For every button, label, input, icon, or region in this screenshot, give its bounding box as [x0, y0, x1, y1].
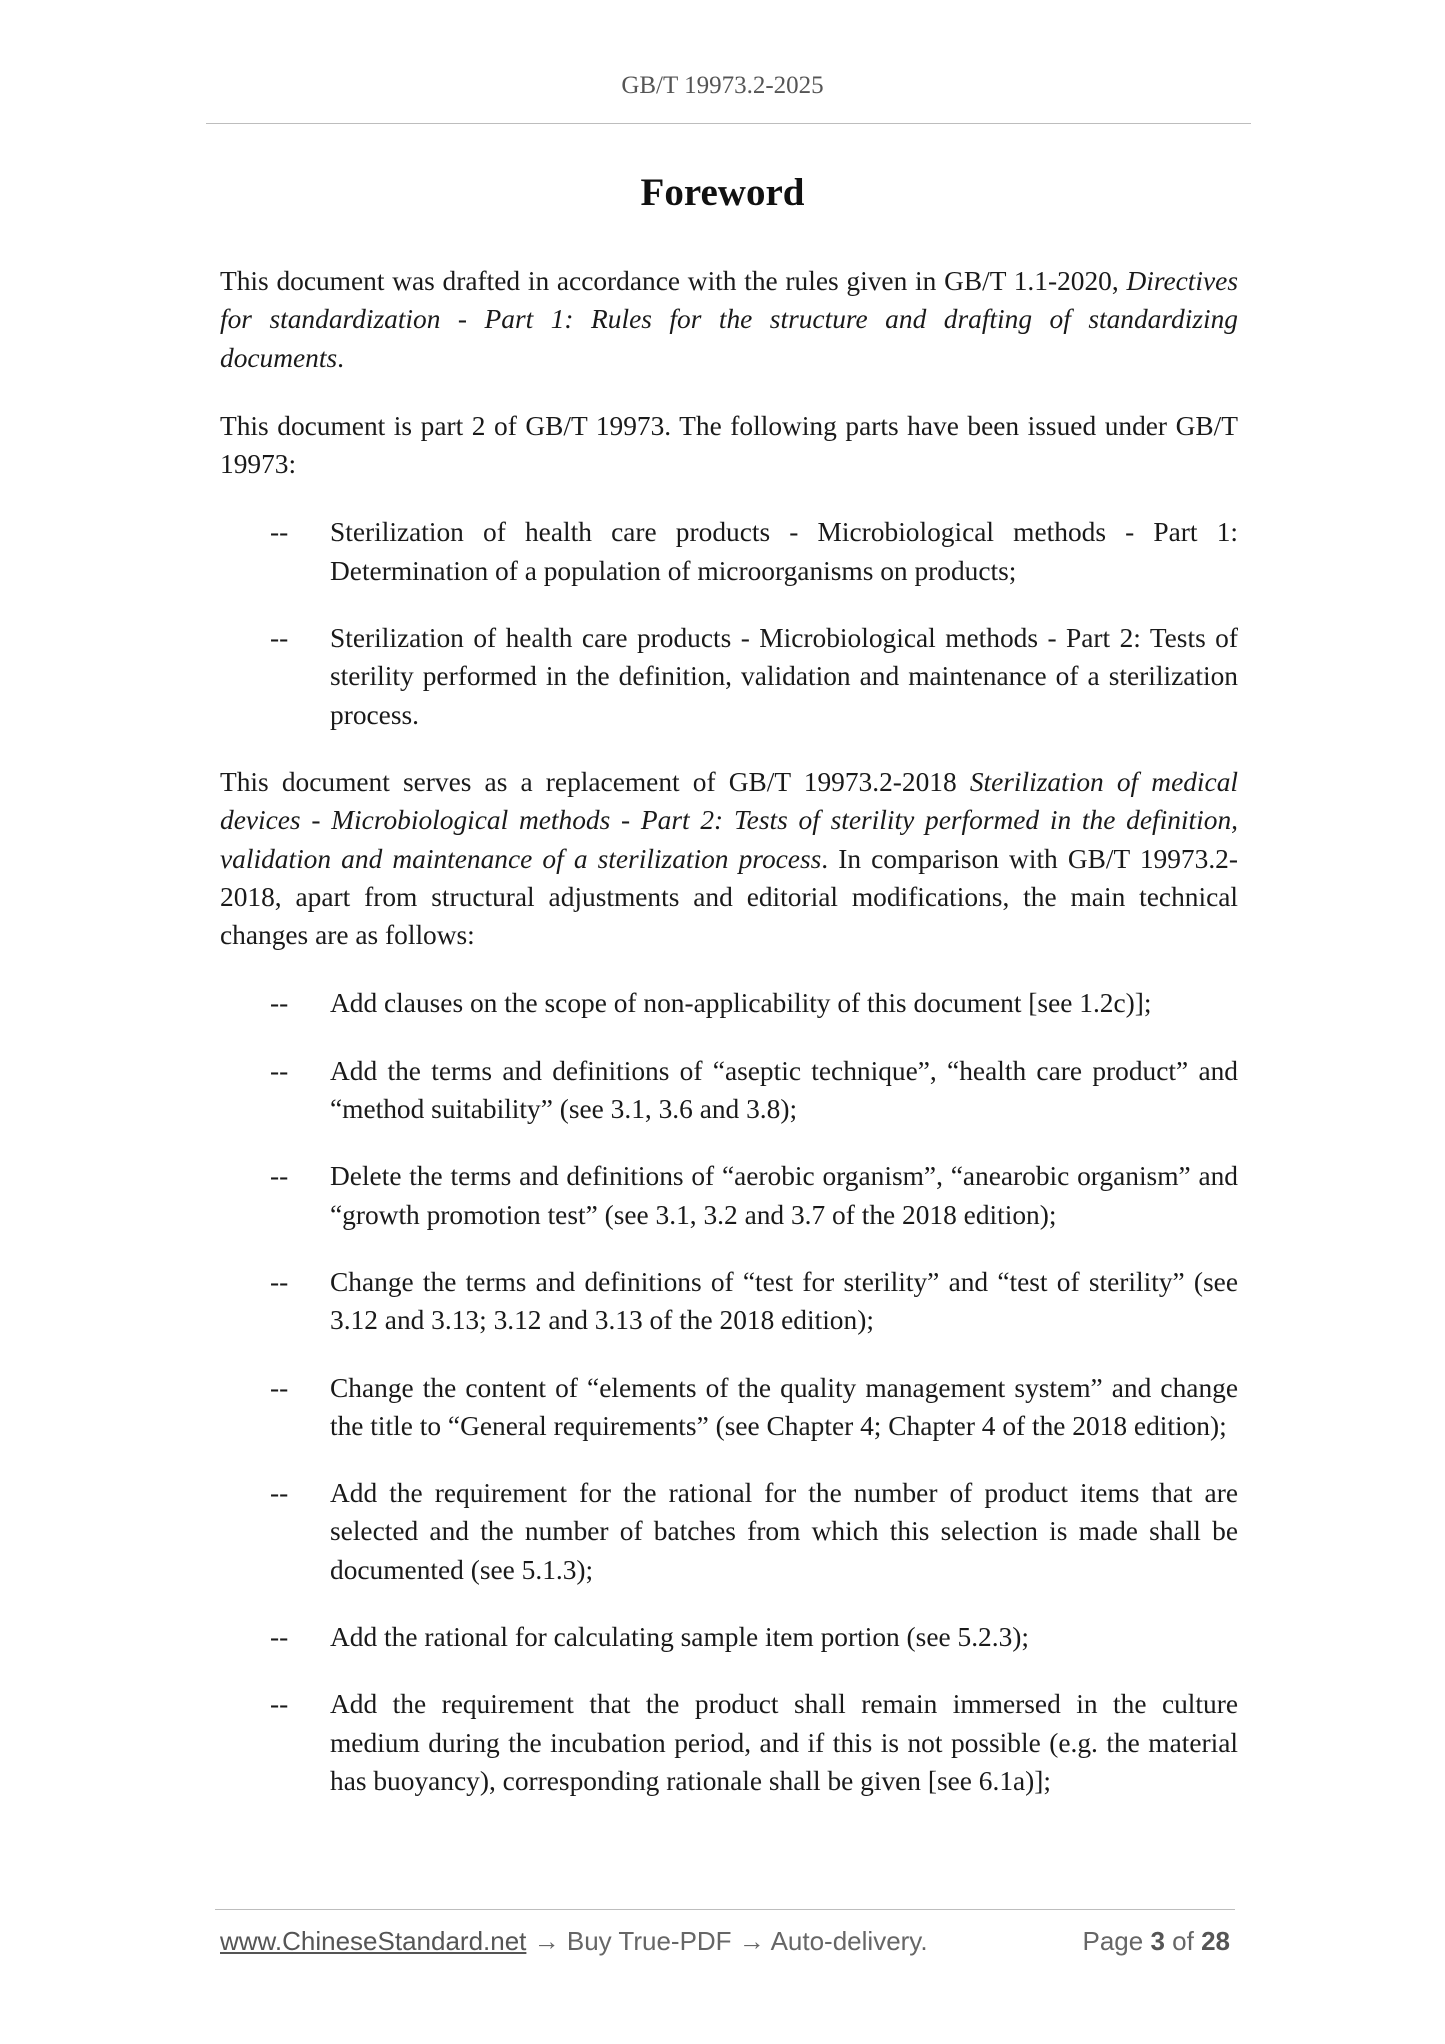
intro-paragraph-1: This document was drafted in accordance with the rules given in GB/T 1.1-2020, Directives for standardization - Part 1: Rules for the structure and drafting of standardizing documents.	[220, 266, 1238, 373]
dash-bullet: --	[270, 1161, 289, 1192]
list-item: -- Delete the terms and definitions of “aerobic organism”, “anearobic organism” and “growth promotion test” (see 3.1, 3.2 and 3.7 of the 2018 edition);	[220, 1157, 1238, 1234]
list-item: -- Add the terms and definitions of “aseptic technique”, “health care product” and “method suitability” (see 3.1, 3.6 and 3.8);	[220, 1052, 1238, 1129]
list-item: -- Add the rational for calculating sample item portion (see 5.2.3);	[220, 1618, 1238, 1656]
list-item: -- Add the requirement for the rational for the number of product items that are selected and the number of batches from which this selection is made shall be documented (see 5.1.3);	[220, 1474, 1238, 1589]
website-link[interactable]: www.ChineseStandard.net	[220, 1926, 527, 1956]
list-item: -- Change the terms and definitions of “test for sterility” and “test of sterility” (see 3.12 and 3.13; 3.12 and 3.13 of the 2018 edition);	[220, 1263, 1238, 1340]
dash-bullet: --	[270, 988, 289, 1019]
dash-bullet: --	[270, 1266, 289, 1297]
page-footer	[220, 1926, 1230, 1962]
list-item: -- Sterilization of health care products - Microbiological methods - Part 1: Determination of a population of microorganisms on products;	[220, 513, 1238, 590]
footer-divider	[215, 1909, 1235, 1910]
list-item: -- Add clauses on the scope of non-applicability of this document [see 1.2c)];	[220, 984, 1238, 1022]
footer-promo	[220, 1926, 928, 1957]
list-item: -- Change the content of “elements of the quality management system” and change the title to “General requirements” (see Chapter 4; Chapter 4 of the 2018 edition);	[220, 1369, 1238, 1446]
replacement-paragraph: This document serves as a replacement of GB/T 19973.2-2018 Sterilization of medical devices - Microbiological methods - Part 2: Tests of sterility performed in the definition, validation and maintenance of a sterilization process. In comparison with GB/T 19973.2-2018, apart from structural adjustments and editorial modifications, the main technical changes are as follows:	[220, 766, 1239, 951]
dash-bullet: --	[270, 1055, 289, 1086]
dash-bullet: --	[270, 1689, 289, 1720]
cited-title: Sterilization of medical devices - Microbiological methods - Part 2: Tests of sterility performed in the definition, validation and maintenance of a sterilization process	[220, 766, 1239, 874]
list-item: -- Add the requirement that the product shall remain immersed in the culture medium during the incubation period, and if this is not possible (e.g. the material has buoyancy), corresponding rationale shall be given [see 6.1a)];	[220, 1685, 1238, 1800]
footer-promo-text: → Buy True-PDF → Auto-delivery.	[526, 1926, 928, 1956]
dash-bullet: --	[270, 517, 289, 548]
body-content	[220, 262, 1238, 1829]
dash-bullet: --	[270, 1478, 289, 1509]
list-item: -- Sterilization of health care products - Microbiological methods - Part 2: Tests of sterility performed in the definition, validation and maintenance of a sterilization process.	[220, 619, 1238, 734]
current-page: 3	[1150, 1926, 1165, 1956]
page-title: Foreword	[640, 171, 805, 214]
intro-paragraph-2: This document is part 2 of GB/T 19973. The following parts have been issued under GB/T 19973:	[220, 410, 1238, 480]
cited-title: Directives for standardization - Part 1: Rules for the structure and drafting of standardizing documents	[220, 266, 1238, 373]
parts-list	[220, 513, 1238, 733]
header-divider	[206, 123, 1251, 124]
running-header: GB/T 19973.2-2025	[621, 72, 824, 99]
dash-bullet: --	[270, 1372, 289, 1403]
total-pages: 28	[1201, 1926, 1230, 1956]
page-number: Page 3 of 28	[1082, 1926, 1230, 1956]
changes-list	[220, 984, 1238, 1800]
dash-bullet: --	[270, 1622, 289, 1653]
dash-bullet: --	[270, 623, 289, 654]
